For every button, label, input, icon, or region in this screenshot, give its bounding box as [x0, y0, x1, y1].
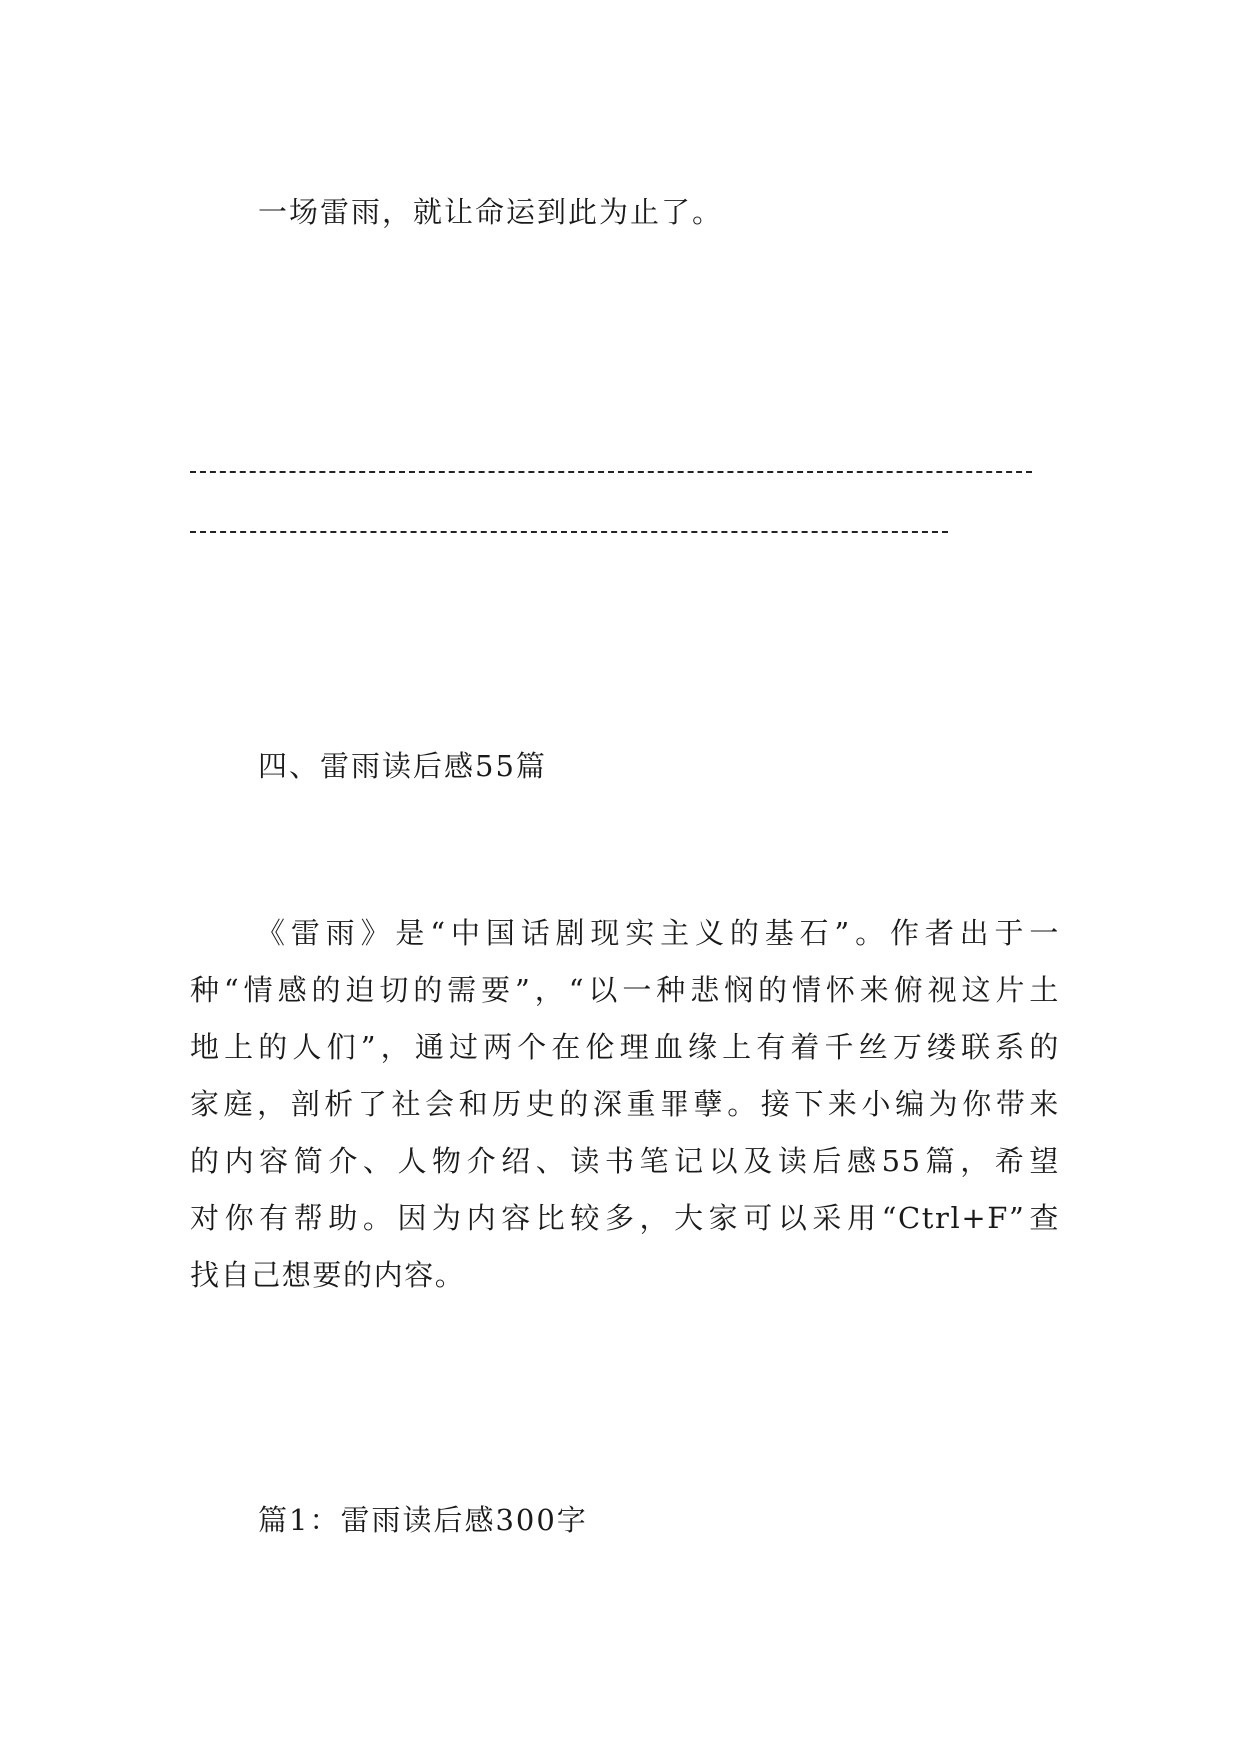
intro-paragraph-line: 找自己想要的内容。 — [190, 1258, 466, 1292]
intro-paragraph-line: 的内容简介、人物介绍、读书笔记以及读后感55篇，希望 — [190, 1144, 1060, 1178]
intro-paragraph-line: 《雷雨》是“中国话剧现实主义的基石”。作者出于一 — [256, 916, 1060, 950]
intro-paragraph-line: 对你有帮助。因为内容比较多，大家可以采用“Ctrl+F”查 — [190, 1201, 1060, 1235]
intro-paragraph — [190, 905, 1060, 1304]
intro-paragraph-line: 家庭，剖析了社会和历史的深重罪孽。接下来小编为你带来 — [190, 1087, 1060, 1121]
intro-paragraph-line: 地上的人们”，通过两个在伦理血缘上有着千丝万缕联系的 — [190, 1030, 1060, 1064]
section-heading: 四、雷雨读后感55篇 — [258, 749, 547, 783]
separator-dashes-2 — [190, 531, 948, 533]
closing-line: 一场雷雨，就让命运到此为止了。 — [258, 195, 724, 229]
separator-dashes-1 — [190, 471, 1032, 473]
article-heading: 篇1：雷雨读后感300字 — [258, 1503, 588, 1537]
intro-paragraph-line: 种“情感的迫切的需要”，“以一种悲悯的情怀来俯视这片土 — [190, 973, 1060, 1007]
